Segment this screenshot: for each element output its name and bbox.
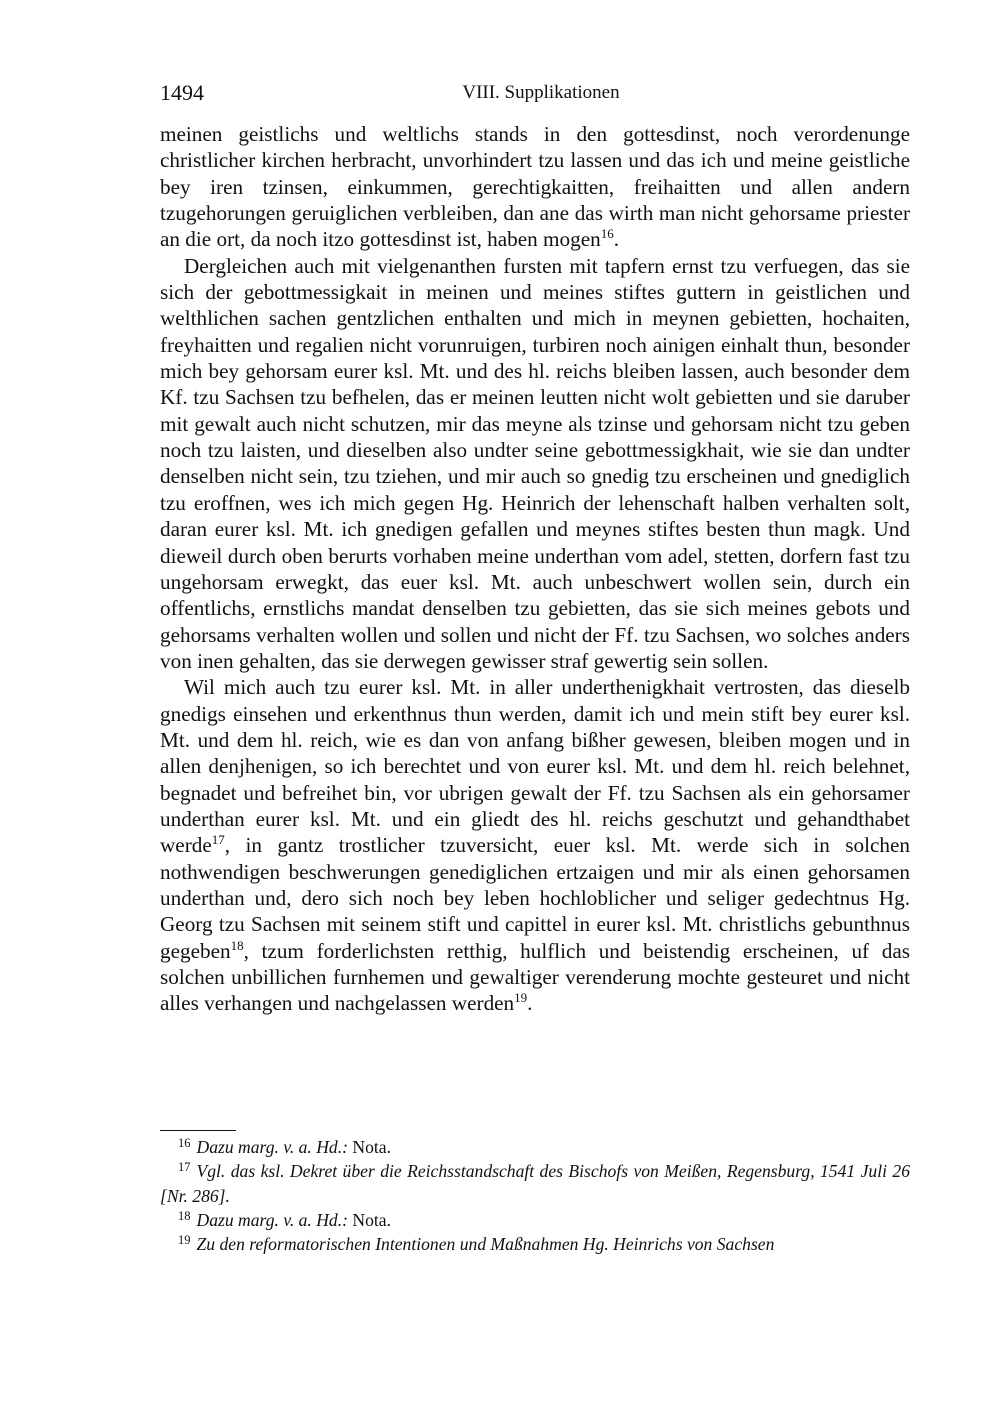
footnote-number: 16 [178, 1136, 191, 1150]
paragraph-tail: . [527, 991, 533, 1016]
paragraph-text: Dergleichen auch mit vielgenanthen fursten mit tapfern ernst tzu verfuegen, das sie sich der gebottmessigkait in meinen und meines stiftes guttern in geistlichen und welthlichen sachen gentzlichen enthalten und mich in meynen gebietten, hochaiten, freyhaitten und regalien nicht vorunruigen, turbiren noch ainigen einhalt thun, besonder mich bey gehorsam eurer ksl. Mt. und des hl. reichs bleiben lassen, auch besonder dem Kf. tzu Sachsen tzu befhelen, das er meinen leutten nicht wolt gebietten und sie daruber mit gewalt auch nicht schutzen, mir das meyne als tzinse und gehorsam nicht tzu geben noch tzu laisten, und dieselben also undter seine gebottmessigkhait, wie sie dan undter denselben nicht sein, tzu tziehen, und mir auch so gnedig tzu erscheinen und gnediglich tzu eroffnen, wes ich mich gegen Hg. Heinrich der lehenschaft halben verhalten solt, daran eurer ksl. Mt. ich gnedigen gefallen und meynes stiftes besten thun magk. Und dieweil durch oben berurts vorhaben meine underthan vom adel, stetten, dorfern fast tzu ungehorsam erwegkt, das euer ksl. Mt. auch unbeschwert wollen sein, durch ein offentlichs, ernstlichs mandat denselben tzu gebietten, das sie sich meines gebots und gehorsams verhalten wollen und sollen und nicht der Ff. tzu Sachsen, wo solches anders von inen gehalten, das sie derwegen gewisser straf gewertig sein sollen. [160, 253, 910, 673]
running-title: VIII. Supplikationen [462, 82, 620, 103]
footnote-number: 17 [178, 1160, 191, 1175]
footnote-italic-text: Dazu marg. v. a. Hd.: [196, 1209, 348, 1230]
page-number: 1494 [160, 80, 204, 105]
footnote-roman-text: Nota. [348, 1209, 391, 1230]
footnote-number: 18 [178, 1208, 191, 1223]
paragraph-3 [160, 674, 910, 1016]
footnote-italic-text: Zu den reformatorischen Intentionen und Maßnahmen Hg. Heinrichs von Sachsen [196, 1234, 775, 1255]
footnote-ref-19[interactable]: 19 [514, 990, 528, 1006]
footnote-roman-text: Nota. [348, 1137, 391, 1157]
footnote-divider [160, 1130, 236, 1131]
page-header [160, 78, 910, 108]
footnote-19 [160, 1232, 910, 1256]
footnote-ref-18[interactable]: 18 [230, 937, 244, 953]
paragraph-1 [160, 121, 910, 253]
footnotes [160, 1135, 910, 1256]
footnote-italic-text: Dazu marg. v. a. Hd.: [196, 1137, 348, 1157]
paragraph-text: meinen geistlichs und weltlichs stands in den gottesdinst, noch verordenunge christlicher kirchen herbracht, unvorhindert tzu lassen und das ich und meine geistliche bey iren tzinsen, einkummen, gerechtigkaitten, freihaitten und allen andern tzugehorungen geruiglichen verbleiben, dan ane das wirth man nicht gehorsame priester an die ort, da noch itzo gottesdinst ist, haben mogen [160, 122, 910, 252]
paragraph-2 [160, 253, 910, 675]
footnote-16 [160, 1135, 910, 1159]
main-text [160, 121, 910, 1017]
footnote-number: 19 [178, 1233, 191, 1248]
paragraph-text: , tzum forderlichsten retthig, hulflich und beistendig erscheinen, uf das solchen unbillichen furnhemen und gewaltiger verenderung mochte gesteuret und nicht alles verhangen und nachgelassen werden [160, 938, 910, 1016]
footnote-ref-17[interactable]: 17 [211, 832, 225, 848]
footnote-ref-16[interactable]: 16 [600, 226, 614, 242]
footnote-17 [160, 1159, 910, 1208]
paragraph-text: , in gantz trostlicher tzuversicht, euer ksl. Mt. werde sich in solchen nothwendigen beschwerungen genediglichen ertzaigen und mir als einen gehorsamen underthan und, dero sich noch bey leben hochloblicher und seliger gedechtnus Hg. Georg tzu Sachsen mit seinem stift und capittel in eurer ksl. Mt. christlichs gebunthnus gegeben [160, 833, 910, 963]
footnote-18 [160, 1208, 910, 1232]
footnote-italic-text: Vgl. das ksl. Dekret über die Reichsstandschaft des Bischofs von Meißen, Regensburg, 1541 Juli 26 [Nr. 286]. [160, 1161, 910, 1206]
paragraph-text: Wil mich auch tzu eurer ksl. Mt. in aller underthenigkhait vertrosten, das dieselb gnedigs einsehen und erkenthnus thun werden, damit ich und mein stift bey eurer ksl. Mt. und dem hl. reich, wie es dan von anfang bißher gewesen, bleiben mogen und in allen denjhenigen, so ich berechtet und von eurer ksl. Mt. und dem hl. reich belehnet, begnadet und befreihet bin, vor ubrigen gewalt der Ff. tzu Sachsen als ein gehorsamer underthan eurer ksl. Mt. und ein gliedt des hl. reichs geschutzt und gehandthabet werde [160, 675, 910, 858]
paragraph-tail: . [613, 227, 620, 252]
